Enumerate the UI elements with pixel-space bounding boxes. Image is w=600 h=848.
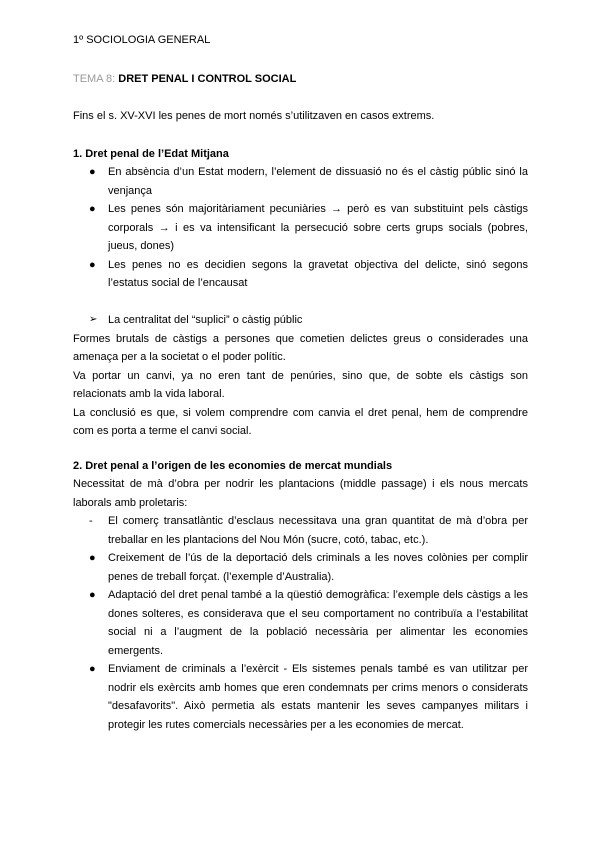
section2-intro: Necessitat de mà d’obra per nodrir les plantacions (middle passage) i els nous mercats laborals amb proletaris:: [73, 478, 528, 509]
title-text: DRET PENAL I CONTROL SOCIAL: [118, 72, 297, 85]
bullet-icon: ●: [89, 552, 96, 564]
intro-paragraph: Fins el s. XV-XVI les penes de mort només s’utilitzaven en casos extrems.: [73, 110, 435, 122]
list-item: ● Enviament de criminals a l’exèrcit - Els sistemes penals també es van utilitzar per nodrir els exèrcits amb homes que eren condemnats per crims menors o considerats "desafavorits". Això permetia als estats mantenir les seves campanyes militars i protegir les rutes comercials necessàries per a les economies de mercat.: [73, 660, 528, 734]
arrow-bullet-icon: ➢: [89, 314, 98, 325]
course-header: 1º SOCIOLOGIA GENERAL: [73, 34, 211, 46]
section1-paragraph: La conclusió es que, si volem comprendre com canvia el dret penal, hem de comprendre com es porta a terme el canvi social.: [73, 406, 528, 437]
list-item: ● Creixement de l’ús de la deportació dels criminals a les noves colònies per complir penes de treball forçat. (l’exemple d’Australia).: [73, 549, 528, 586]
bullet-icon: ●: [89, 258, 96, 271]
spacer: [73, 293, 528, 312]
bullet-icon: ●: [89, 203, 96, 215]
section2-heading: 2. Dret penal a l’origen de les economies de mercat mundials: [73, 459, 393, 472]
list-item: ● En absència d’un Estat modern, l’element de dissuasió no és el càstig públic sinó la venjança: [73, 163, 528, 200]
section1-bullet-list: [73, 163, 528, 293]
list-item: ● Les penes no es decidien segons la gravetat objectiva del delicte, sinó segons l’estatus social de l’encausat: [73, 256, 528, 293]
section1-heading: 1. Dret penal de l’Edat Mitjana: [73, 147, 229, 160]
dash-marker: -: [89, 515, 93, 527]
list-item: - El comerç transatlàntic d’esclaus necessitava una gran quantitat de mà d’obra per treballar en les plantacions del Nou Món (sucre, cotó, tabac, etc.).: [73, 512, 528, 549]
list-item: ● Adaptació del dret penal també a la qüestió demogràfica: l’exemple dels càstigs a les dones solteres, es considerava que el seu comportament no contribuïa a l’estabilitat social ni a l’augment de la població necessària per alimentar les economies emergents.: [73, 586, 528, 660]
title-prefix: TEMA 8:: [73, 72, 116, 85]
page-title: [73, 70, 528, 89]
bullet-icon: ●: [89, 166, 96, 178]
list-item: ● Les penes són majoritàriament pecuniàries → però es van substituint pels càstigs corporals → i es va intensificant la persecució sobre certs grups socials (pobres, jueus, dones): [73, 200, 528, 256]
bullet-icon: ●: [89, 589, 96, 601]
section2-list: [73, 512, 528, 734]
section1-paragraph: Formes brutals de càstigs a persones que cometien delictes greus o considerades una amenaça per a la societat o el poder polític.: [73, 332, 528, 363]
arrow-list-item: ➢ La centralitat del “suplici” o càstig públic: [73, 311, 528, 330]
section1-paragraph: Va portar un canvi, ya no eren tant de penúries, sino que, de sobte els càstigs son relacionats amb la vida laboral.: [73, 369, 528, 400]
document-page: [73, 31, 528, 734]
bullet-icon: ●: [89, 663, 96, 675]
